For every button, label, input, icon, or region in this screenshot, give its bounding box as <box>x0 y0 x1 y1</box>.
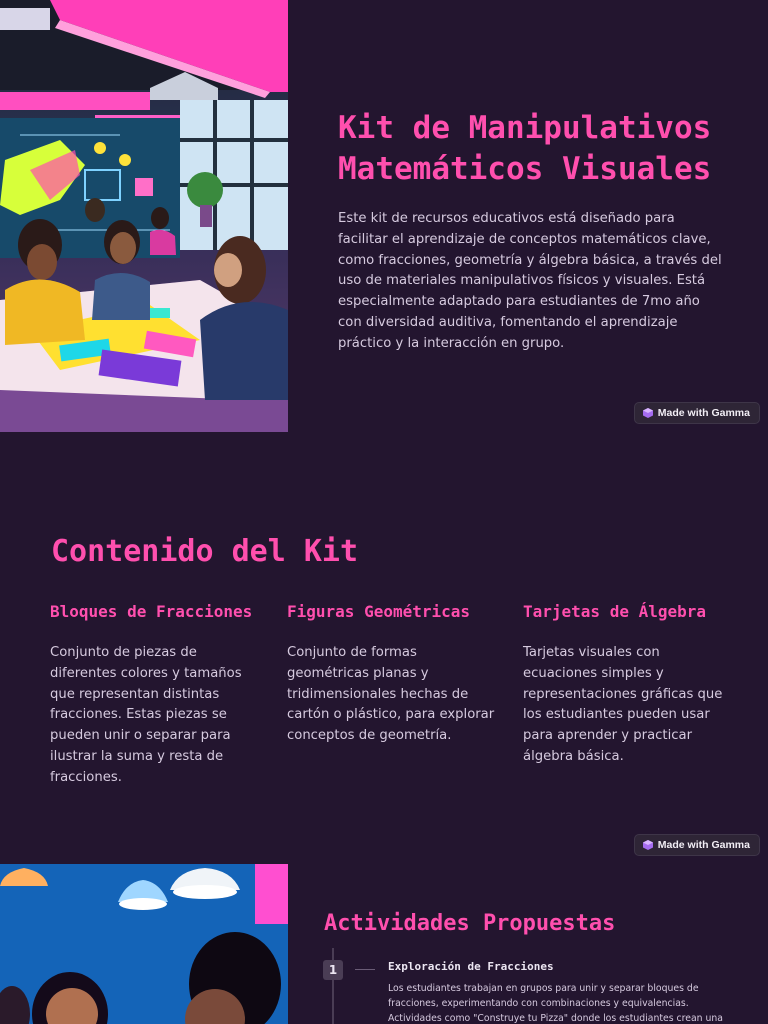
step-connector <box>355 969 375 970</box>
classroom-hero-image <box>0 0 288 432</box>
card-fraction-blocks <box>50 602 265 789</box>
card-text: Tarjetas visuales con ecuaciones simples y representaciones gráficas que los estudiantes pueden usar para aprender y practicar álgebra básica. <box>523 645 723 764</box>
card-text: Conjunto de formas geométricas planas y tridimensionales hechas de cartón o plástico, para explorar conceptos de geometría. <box>287 645 495 744</box>
made-with-gamma-badge[interactable] <box>634 834 760 856</box>
gamma-logo-icon <box>643 840 653 850</box>
intro-description: Este kit de recursos educativos está diseñado para facilitar el aprendizaje de conceptos matemáticos clave, como fracciones, geometría y álgebra básica, a través del uso de materiales manipulativos físicos y visuales. Está especialmente adaptado para estudiantes de 7mo año con diversidad auditiva, fomentando el aprendizaje práctico y la interacción en grupo. <box>338 211 722 351</box>
made-with-gamma-badge[interactable] <box>634 402 760 424</box>
page-title: Kit de Manipulativos Matemáticos Visuales <box>338 110 712 187</box>
gamma-logo-icon <box>643 408 653 418</box>
step-description: Los estudiantes trabajan en grupos para unir y separar bloques de fracciones, experimentando con combinaciones y equivalencias. Actividades como "Construye tu Pizza" donde los estudiantes crean una <box>388 983 723 1024</box>
card-title: Tarjetas de Álgebra <box>523 602 707 621</box>
slide-activities <box>0 864 768 1024</box>
slide-intro <box>0 0 768 432</box>
card-title: Bloques de Fracciones <box>50 602 253 621</box>
badge-label: Made with Gamma <box>657 407 750 419</box>
card-algebra-tiles <box>523 602 738 768</box>
slide-kit-content <box>0 432 768 864</box>
section-title: Contenido del Kit <box>51 534 359 569</box>
badge-label: Made with Gamma <box>657 839 750 851</box>
activities-image <box>0 864 288 1024</box>
card-title: Figuras Geométricas <box>287 602 471 621</box>
step-number: 1 <box>323 960 343 980</box>
section-title: Actividades Propuestas <box>324 911 616 936</box>
step-title: Exploración de Fracciones <box>388 960 554 973</box>
card-geometric-figures <box>287 602 502 747</box>
card-text: Conjunto de piezas de diferentes colores y tamaños que representan distintas fracciones. Estas piezas se pueden unir o separar para ilustrar la suma y resta de fracciones. <box>50 645 242 785</box>
